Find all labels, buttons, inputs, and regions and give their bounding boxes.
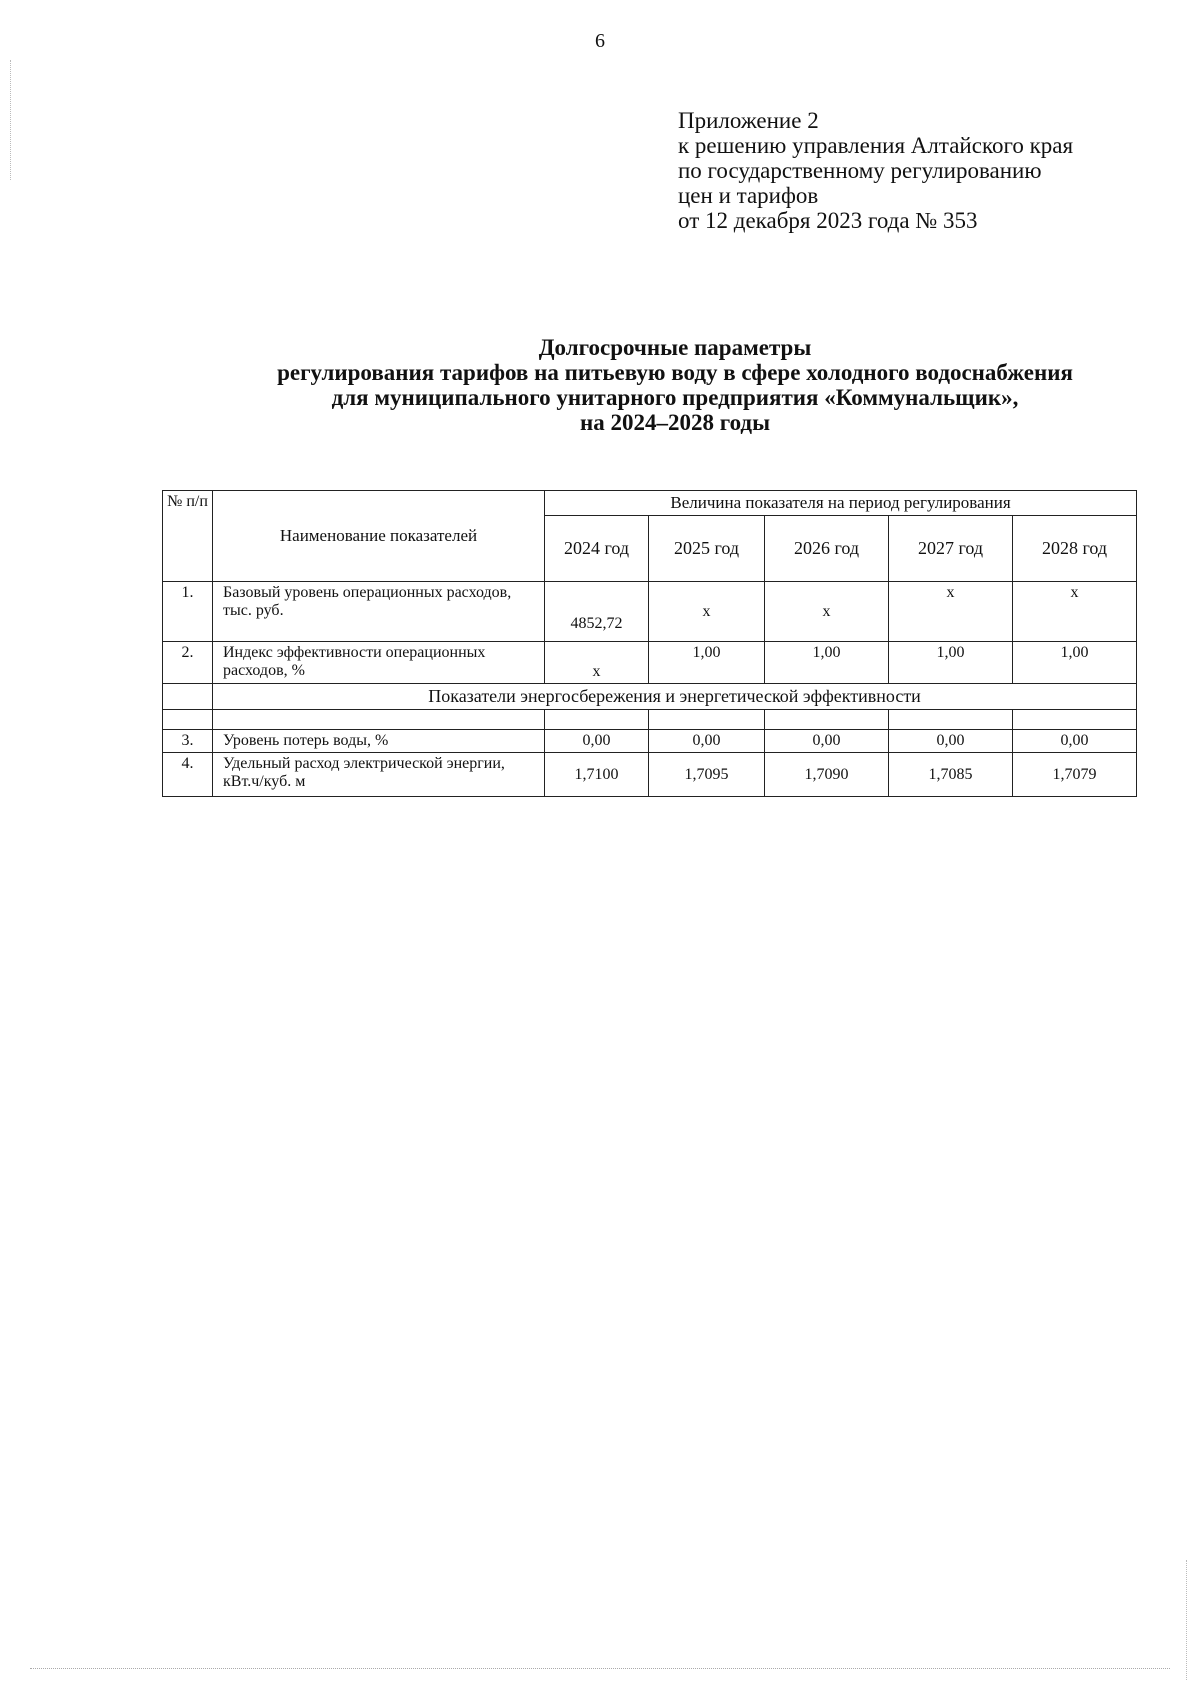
row-value: 0,00 xyxy=(765,730,889,753)
section-title: Показатели энергосбережения и энергетической эффективности xyxy=(213,684,1137,710)
title-line: для муниципального унитарного предприятия «Коммунальщик», xyxy=(331,385,1019,410)
row-num: 3. xyxy=(163,730,213,753)
empty-cell xyxy=(545,710,649,730)
scan-artifact-left xyxy=(10,60,11,180)
header-year: 2027 год xyxy=(889,516,1013,582)
row-value: х xyxy=(765,582,889,642)
row-name: Уровень потерь воды, % xyxy=(213,730,545,753)
row-value: 4852,72 xyxy=(545,582,649,642)
section-num-cell xyxy=(163,684,213,710)
appendix-block xyxy=(678,108,1073,233)
empty-cell xyxy=(889,710,1013,730)
row-value: 1,7100 xyxy=(545,753,649,797)
appendix-line: цен и тарифов xyxy=(678,183,819,208)
scan-artifact-right xyxy=(1186,1560,1187,1680)
section-header-row xyxy=(163,684,1137,710)
page-number: 6 xyxy=(595,30,605,52)
table-row xyxy=(163,642,1137,684)
empty-row xyxy=(163,710,1137,730)
row-value: 1,7095 xyxy=(649,753,765,797)
row-value: 1,00 xyxy=(765,642,889,684)
header-year: 2024 год xyxy=(545,516,649,582)
row-value: 1,00 xyxy=(1013,642,1137,684)
empty-cell xyxy=(163,710,213,730)
appendix-line: Приложение 2 xyxy=(678,108,819,133)
row-name: Удельный расход электрической энергии, кВт.ч/куб. м xyxy=(213,753,545,797)
table-header-row xyxy=(163,491,1137,516)
header-period: Величина показателя на период регулирования xyxy=(545,491,1137,516)
row-num: 1. xyxy=(163,582,213,642)
title-line: на 2024–2028 годы xyxy=(579,410,771,435)
row-name: Индекс эффективности операционных расходов, % xyxy=(213,642,545,684)
header-name: Наименование показателей xyxy=(213,491,545,582)
document-title xyxy=(230,335,1120,435)
row-value: 0,00 xyxy=(889,730,1013,753)
header-year: 2025 год xyxy=(649,516,765,582)
table-row xyxy=(163,582,1137,642)
row-value: 0,00 xyxy=(1013,730,1137,753)
row-value: 1,00 xyxy=(889,642,1013,684)
empty-cell xyxy=(649,710,765,730)
header-year: 2026 год xyxy=(765,516,889,582)
header-year: 2028 год xyxy=(1013,516,1137,582)
row-value: 1,7090 xyxy=(765,753,889,797)
empty-cell xyxy=(213,710,545,730)
row-value: 1,00 xyxy=(649,642,765,684)
appendix-line: к решению управления Алтайского края xyxy=(678,133,1074,158)
row-value: х xyxy=(1013,582,1137,642)
row-value: х xyxy=(545,642,649,684)
title-line: Долгосрочные параметры xyxy=(538,335,812,360)
row-value: 0,00 xyxy=(545,730,649,753)
table-row xyxy=(163,753,1137,797)
scan-artifact-bottom xyxy=(30,1668,1170,1669)
parameters-table xyxy=(162,490,1137,797)
row-value: х xyxy=(889,582,1013,642)
row-value: 1,7085 xyxy=(889,753,1013,797)
title-line: регулирования тарифов на питьевую воду в сфере холодного водоснабжения xyxy=(277,360,1073,385)
row-num: 2. xyxy=(163,642,213,684)
empty-cell xyxy=(1013,710,1137,730)
row-num: 4. xyxy=(163,753,213,797)
appendix-line: по государственному регулированию xyxy=(678,158,1042,183)
empty-cell xyxy=(765,710,889,730)
appendix-line: от 12 декабря 2023 года № 353 xyxy=(678,208,978,233)
row-value: 1,7079 xyxy=(1013,753,1137,797)
row-name: Базовый уровень операционных расходов, тыс. руб. xyxy=(213,582,545,642)
row-value: х xyxy=(649,582,765,642)
table-row xyxy=(163,730,1137,753)
header-num: № п/п xyxy=(163,491,213,582)
row-value: 0,00 xyxy=(649,730,765,753)
